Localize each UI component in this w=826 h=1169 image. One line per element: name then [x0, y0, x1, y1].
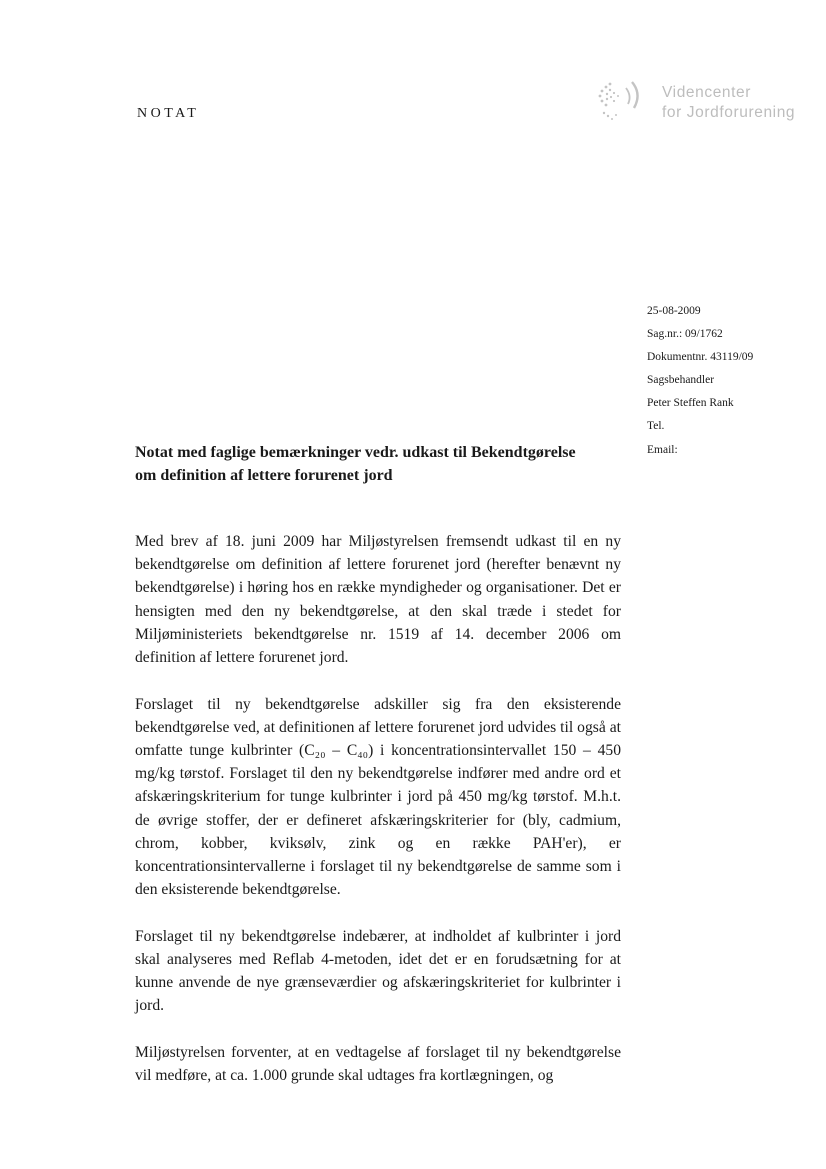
logo-line-2: for Jordforurening [662, 104, 796, 121]
case-number: Sag.nr.: 09/1762 [647, 328, 723, 341]
document-title [135, 441, 625, 487]
organization-logo [590, 78, 810, 128]
email-label: Email: [647, 443, 678, 456]
logo-line-1: Videncenter [662, 84, 752, 101]
document-metadata [647, 300, 753, 462]
case-handler-label: Sagsbehandler [647, 374, 715, 387]
case-handler-name: Peter Steffen Rank [647, 397, 734, 410]
phone-label: Tel. [647, 420, 665, 433]
paragraph-3: Forslaget til ny bekendtgørelse indebærer, at indholdet af kulbrinter i jord skal analyseres med Reflab 4-metoden, idet det er en forudsætning for at kunne anvende de nye grænseværdier og afskæringskriteriet for kulbrinter i jord. [135, 927, 621, 1015]
document-date: 25-08-2009 [647, 305, 701, 317]
title-line-2: om definition af lettere forurenet jord [135, 467, 393, 484]
logo-wordmark [662, 83, 795, 123]
document-number: Dokumentnr. 43119/09 [647, 351, 754, 364]
logo-mark-icon [590, 78, 650, 126]
document-type-label: NOTAT [137, 106, 200, 121]
paragraph-1: Med brev af 18. juni 2009 har Miljøstyrelsen fremsendt udkast til en ny bekendtgørelse om definition af lettere forurenet jord (herefter benævnt ny bekendtgørelse) i høring hos en række myndigheder og organisationer. Det er hensigten med den ny bekendtgørelse, at den skal træde i stedet for Miljøministeriets bekendtgørelse nr. 1519 af 14. december 2006 om definition af lettere forurenet jord. [135, 533, 621, 667]
title-line-1: Notat med faglige bemærkninger vedr. udkast til Bekendtgørelse [135, 444, 576, 461]
paragraph-4: Miljøstyrelsen forventer, at en vedtagelse af forslaget til ny bekendtgørelse vil medføre, at ca. 1.000 grunde skal udtages fra kortlægningen, og [135, 1044, 621, 1085]
paragraph-2: Forslaget til ny bekendtgørelse adskiller sig fra den eksisterende bekendtgørelse ved, at definitionen af lettere forurenet jord udvides til også at omfatte tunge kulbrinter (C₂₀ – C₄₀) i koncentrationsintervallet 150 – 450 mg/kg tørstof. Forslaget til den ny bekendtgørelse indfører med andre ord et afskæringskriterium for tunge kulbrinter i jord på 450 mg/kg tørstof. M.h.t. de øvrige stoffer, der er defineret afskæringskriterier for (bly, cadmium, chrom, kobber, kviksølv, zink og en række PAH'er), er koncentrationsintervallerne i forslaget til ny bekendtgørelse de samme som i den eksisterende bekendtgørelse. [135, 695, 621, 899]
document-body [135, 530, 621, 1111]
